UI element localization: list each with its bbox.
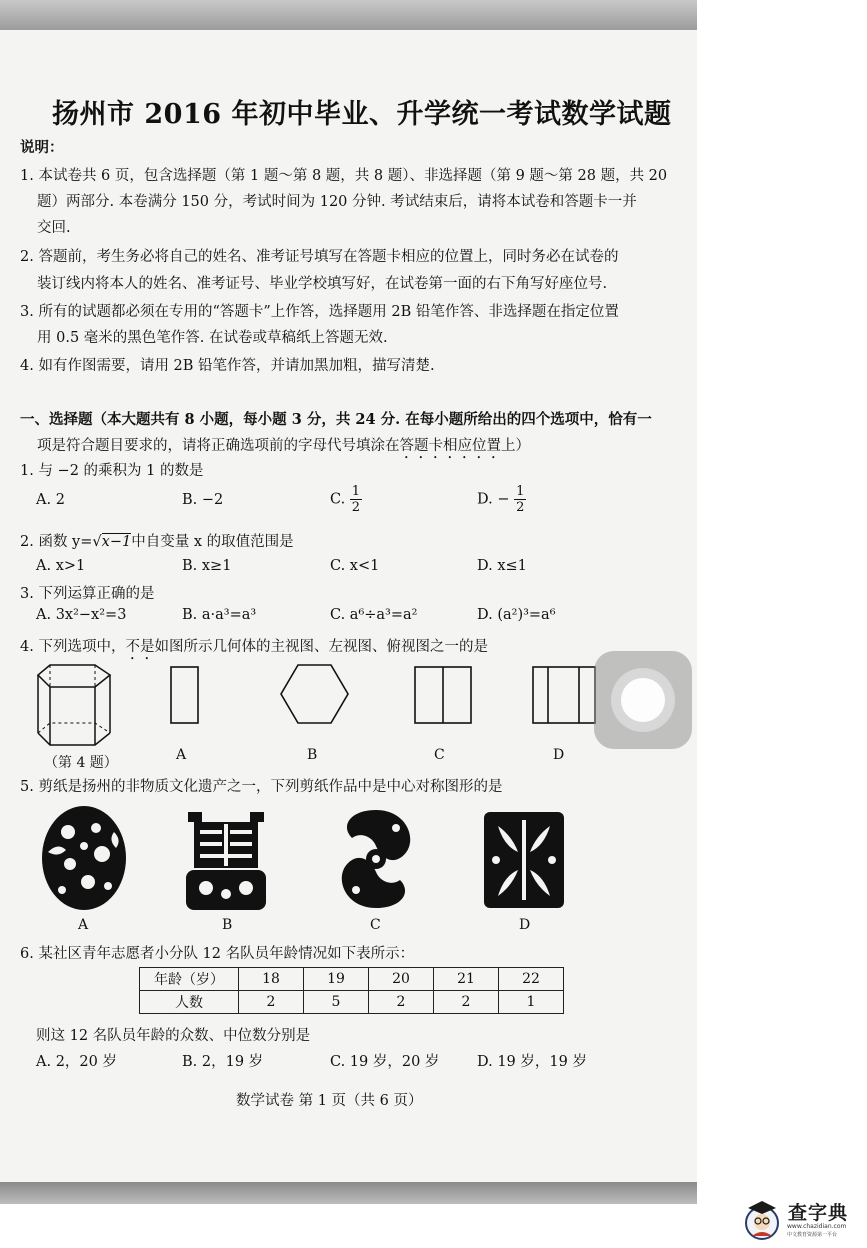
q1-option-c xyxy=(330,484,362,515)
q4-stem-pre: 4. 下列选项中， xyxy=(20,639,126,655)
note-3-line-1: 3. 所有的试题都必须在专用的“答题卡”上作答，选择题用 2B 铅笔作答、非选择题在指定位置 xyxy=(20,304,619,320)
section-emphasis: 答题卡相应位置 xyxy=(399,438,501,454)
q6-stem: 6. 某社区青年志愿者小分队 12 名队员年龄情况如下表所示： xyxy=(20,946,415,962)
q4-option-b-figure xyxy=(280,664,350,726)
denominator: 2 xyxy=(351,500,361,515)
paper-cut-a-image xyxy=(38,802,130,914)
numerator: 1 xyxy=(351,484,361,499)
q4-stem-post: 如图所示几何体的主视图、左视图、俯视图之一的是 xyxy=(154,639,488,655)
q6-question: 则这 12 名队员年龄的众数、中位数分别是 xyxy=(36,1028,311,1044)
table-cell: 20 xyxy=(369,968,434,991)
q6-option-c: C. 19 岁，20 岁 xyxy=(330,1054,440,1070)
q2-option-a: A. x>1 xyxy=(36,558,86,574)
q1-option-b: B. −2 xyxy=(182,492,224,508)
q3-option-c: C. a⁶÷a³=a² xyxy=(330,607,418,623)
q2-stem xyxy=(20,530,294,551)
q5-option-b: B xyxy=(222,917,233,933)
q2-stem-pre: 2. 函数 y= xyxy=(20,534,93,550)
table-cell: 年龄（岁） xyxy=(140,968,239,991)
q2-option-d: D. x≤1 xyxy=(477,558,527,574)
page-title: 扬州市 2016 年初中毕业、升学统一考试数学试题 xyxy=(52,99,672,130)
table-cell: 21 xyxy=(434,968,499,991)
q4-figure-caption: （第 4 题） xyxy=(44,755,118,771)
top-scan-edge xyxy=(0,0,697,30)
q2-stem-post: 中自变量 x 的取值范围是 xyxy=(131,534,294,550)
q6-option-a: A. 2，20 岁 xyxy=(36,1054,117,1070)
logo-slogan: 中文教育资源第一平台 xyxy=(787,1232,838,1238)
q1-option-d xyxy=(477,484,526,515)
q3-option-d: D. (a²)³=a⁶ xyxy=(477,607,556,623)
note-2-line-1: 2. 答题前，考生务必将自己的姓名、准考证号填写在答题卡相应的位置上，同时务必在试卷的 xyxy=(20,249,619,265)
table-cell: 18 xyxy=(239,968,304,991)
numerator: 1 xyxy=(516,484,525,499)
q6-option-d: D. 19 岁，19 岁 xyxy=(477,1054,587,1070)
section-header-line-2 xyxy=(37,434,530,462)
assistive-touch-button[interactable] xyxy=(594,651,692,749)
age-table xyxy=(139,967,564,1014)
q1-option-a: A. 2 xyxy=(36,492,65,508)
q5-option-a: A xyxy=(78,917,89,933)
table-cell: 人数 xyxy=(140,991,239,1014)
table-cell: 2 xyxy=(434,991,499,1014)
note-1-line-1: 1. 本试卷共 6 页，包含选择题（第 1 题～第 8 题，共 8 题）、非选择题（第 9 题～第 28 题，共 20 xyxy=(20,168,668,184)
table-row xyxy=(140,968,564,991)
table-cell: 19 xyxy=(304,968,369,991)
q4-option-d: D xyxy=(553,747,565,763)
hexagonal-prism-figure xyxy=(30,655,130,755)
q3-stem: 3. 下列运算正确的是 xyxy=(20,586,155,602)
sqrt-sign: √ xyxy=(92,534,102,550)
section-header-line-1: 一、选择题（本大题共有 8 小题，每小题 3 分，共 24 分. 在每小题所给出的四个选项中，恰有一 xyxy=(20,411,652,428)
note-1-line-2: 题）两部分. 本卷满分 150 分，考试时间为 120 分钟. 考试结束后，请将本试卷和答题卡一并 xyxy=(37,194,637,210)
table-cell: 1 xyxy=(499,991,564,1014)
table-row xyxy=(140,991,564,1014)
page-footer: 数学试卷 第 1 页（共 6 页） xyxy=(236,1093,423,1109)
blank-margin xyxy=(697,0,867,1248)
notes-heading: 说明： xyxy=(20,139,64,156)
q3-option-b: B. a·a³=a³ xyxy=(182,607,257,623)
q1-c-label: C. xyxy=(330,491,346,508)
note-2-line-2: 装订线内将本人的姓名、准考证号、毕业学校填写好，在试卷第一面的右下角写好座位号. xyxy=(37,276,608,292)
q4-option-c: C xyxy=(434,747,445,763)
note-4: 4. 如有作图需要，请用 2B 铅笔作答，并请加黑加粗，描写清楚. xyxy=(20,358,435,374)
q4-option-a-figure xyxy=(170,666,200,726)
q4-emphasis: 不是 xyxy=(125,639,155,655)
section-text: 项是符合题目要求的，请将正确选项前的字母代号填涂在 xyxy=(37,438,400,454)
q4-option-c-figure xyxy=(414,666,474,726)
logo-url: www.chazidian.com xyxy=(787,1223,847,1230)
table-cell: 2 xyxy=(239,991,304,1014)
q2-option-b: B. x≥1 xyxy=(182,558,232,574)
section-text-end: 上） xyxy=(501,438,530,454)
note-3-line-2: 用 0.5 毫米的黑色笔作答. 在试卷或草稿纸上答题无效. xyxy=(37,330,388,346)
logo-name: 查字典 xyxy=(788,1202,849,1224)
q2-radicand: x−1 xyxy=(101,534,132,550)
paper-cut-c-image xyxy=(330,806,422,912)
q3-option-a: A. 3x²−x²=3 xyxy=(36,607,127,623)
denominator: 2 xyxy=(516,500,525,515)
q5-option-c: C xyxy=(370,917,381,933)
q6-option-b: B. 2，19 岁 xyxy=(182,1054,264,1070)
q5-stem: 5. 剪纸是扬州的非物质文化遗产之一，下列剪纸作品中是中心对称图形的是 xyxy=(20,779,503,795)
table-cell: 22 xyxy=(499,968,564,991)
table-cell: 2 xyxy=(369,991,434,1014)
q4-option-d-figure xyxy=(532,666,598,726)
table-cell: 5 xyxy=(304,991,369,1014)
paper-cut-d-image xyxy=(478,806,570,914)
q5-option-d: D xyxy=(519,917,531,933)
q1-d-fraction xyxy=(514,484,526,515)
q1-stem: 1. 与 −2 的乘积为 1 的数是 xyxy=(20,463,204,479)
assistive-touch-dot xyxy=(621,678,665,722)
q1-d-label: D. − xyxy=(477,491,510,508)
bottom-scan-edge xyxy=(0,1182,697,1204)
q4-option-a: A xyxy=(176,747,187,763)
q1-c-fraction xyxy=(350,484,362,515)
q2-option-c: C. x<1 xyxy=(330,558,380,574)
note-1-line-3: 交回. xyxy=(37,220,71,236)
paper-cut-b-image xyxy=(180,808,272,912)
q4-option-b: B xyxy=(307,747,318,763)
